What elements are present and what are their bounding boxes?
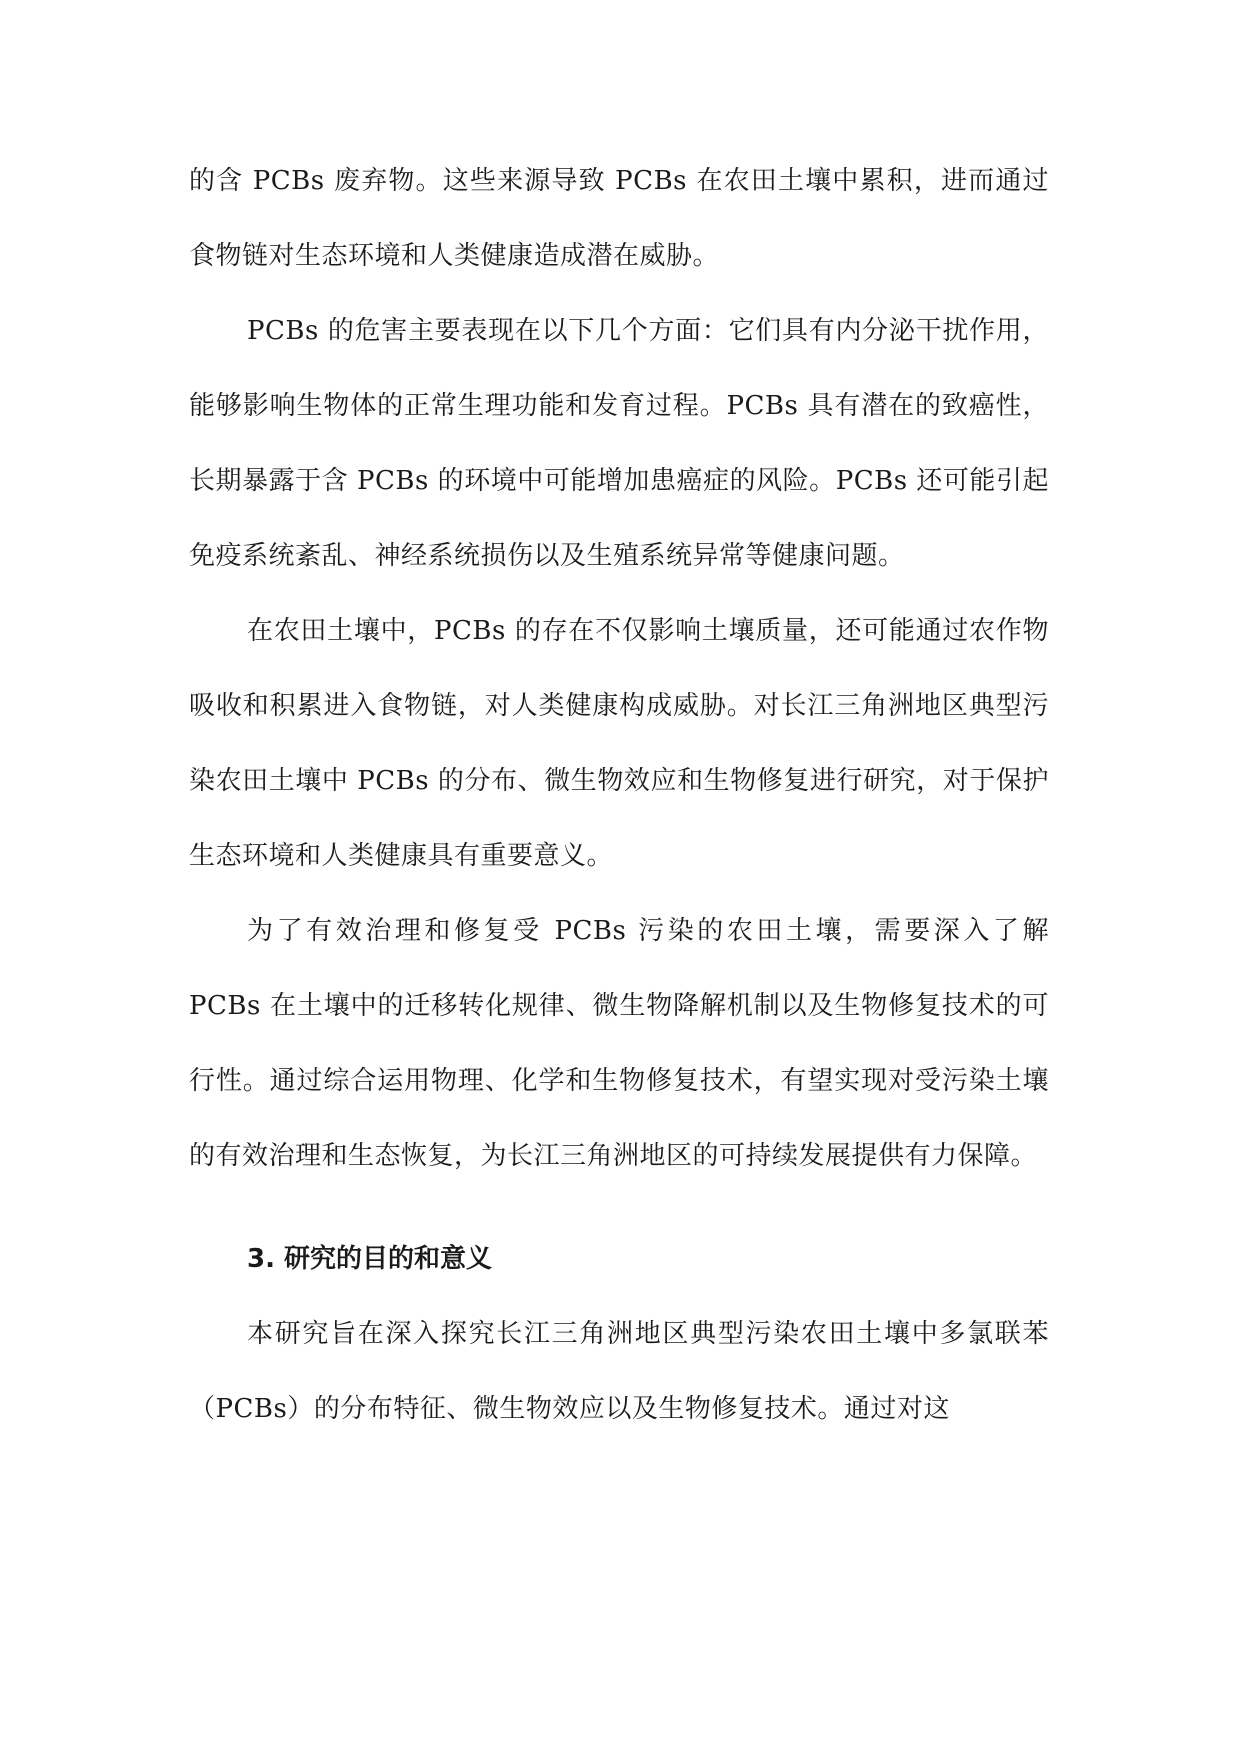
paragraph: 本研究旨在深入探究长江三角洲地区典型污染农田土壤中多氯联苯（PCBs）的分布特征、微生物效应以及生物修复技术。通过对这	[189, 1319, 1049, 1424]
paragraph: 的含 PCBs 废弃物。这些来源导致 PCBs 在农田土壤中累积，进而通过食物链对生态环境和人类健康造成潜在威胁。	[189, 166, 1049, 271]
document-body	[189, 144, 1049, 1447]
paragraph: 为了有效治理和修复受 PCBs 污染的农田土壤，需要深入了解 PCBs 在土壤中的迁移转化规律、微生物降解机制以及生物修复技术的可行性。通过综合运用物理、化学和生物修复技术，有望实现对受污染土壤的有效治理和生态恢复，为长江三角洲地区的可持续发展提供有力保障。	[189, 916, 1049, 1171]
paragraph: 在农田土壤中，PCBs 的存在不仅影响土壤质量，还可能通过农作物吸收和积累进入食物链，对人类健康构成威胁。对长江三角洲地区典型污染农田土壤中 PCBs 的分布、微生物效应和生物修复进行研究，对于保护生态环境和人类健康具有重要意义。	[189, 616, 1049, 871]
section-heading: 3. 研究的目的和意义	[247, 1244, 493, 1274]
paragraph: PCBs 的危害主要表现在以下几个方面：它们具有内分泌干扰作用，能够影响生物体的正常生理功能和发育过程。PCBs 具有潜在的致癌性，长期暴露于含 PCBs 的环境中可能增加患癌症的风险。PCBs 还可能引起免疫系统紊乱、神经系统损伤以及生殖系统异常等健康问题。	[189, 316, 1049, 571]
